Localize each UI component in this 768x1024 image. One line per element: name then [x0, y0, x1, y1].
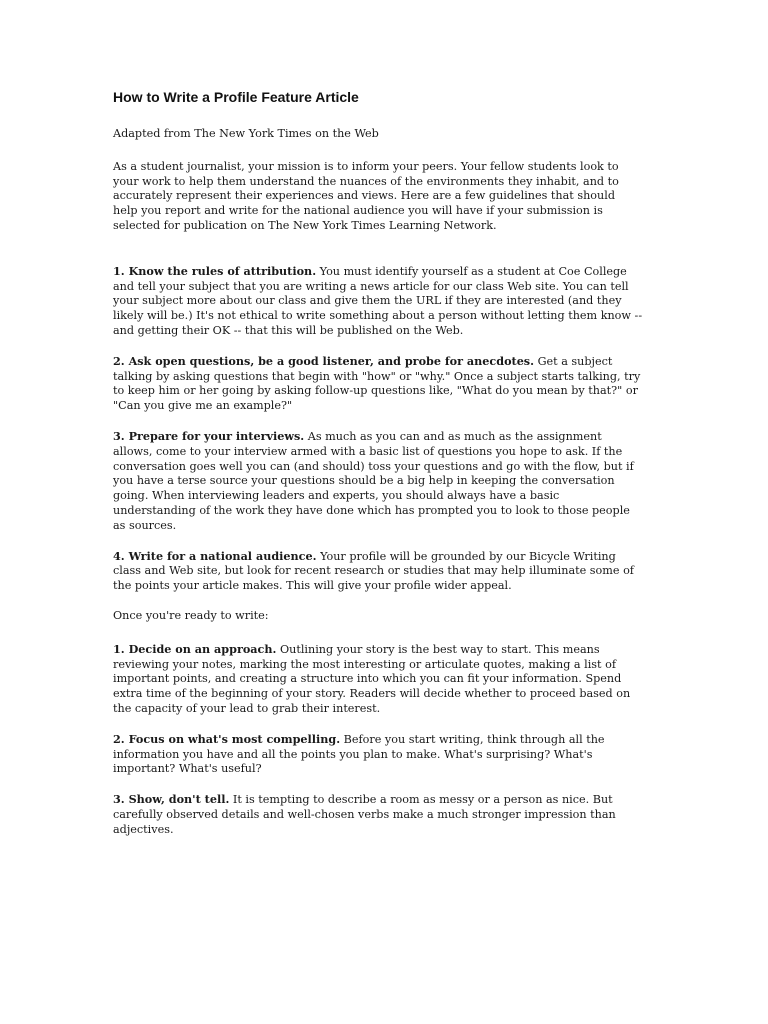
guideline-compelling — [113, 732, 643, 777]
guideline-heading: 3. Prepare for your interviews. — [113, 428, 305, 443]
guideline-prepare-interviews — [113, 429, 643, 534]
guideline-heading: 4. Write for a national audience. — [113, 548, 317, 563]
guideline-attribution — [113, 264, 643, 339]
guideline-heading: 1. Decide on an approach. — [113, 641, 277, 656]
guideline-show-dont-tell — [113, 792, 643, 837]
guideline-body: As much as you can and as much as the assignment allows, come to your interview armed with a basic list of questions you hope to ask. If the conversation goes well you can (and should) toss your questions and go with the flow, but if you have a terse source your questions should be a big help in keeping the conversation going. When interviewing leaders and experts, you should always have a basic understanding of the work they have done which has prompted you to look to those people as sources. — [113, 429, 634, 532]
writing-guidelines — [113, 642, 643, 838]
ready-to-write-text: Once you're ready to write: — [113, 608, 269, 622]
guideline-body: Outlining your story is the best way to start. This means reviewing your notes, marking the most interesting or articulate quotes, making a list of important points, and creating a structure into which you can fit your information. Spend extra time of the beginning of your story. Readers will decide whether to proceed based on the capacity of your lead to grab their interest. — [113, 642, 631, 715]
document-title: How to Write a Profile Feature Article — [113, 89, 359, 105]
guideline-open-questions — [113, 354, 643, 414]
guideline-national-audience — [113, 549, 643, 594]
guideline-heading: 3. Show, don't tell. — [113, 792, 230, 807]
source-attribution: Adapted from The New York Times on the Web — [113, 127, 379, 140]
guideline-body: You must identify yourself as a student at Coe College and tell your subject that you are writing a news article for our class Web site. You can tell your subject more about our class and give them the URL if they are interested (and they likely will be.) It's not ethical to write something about a person without letting them know -- and getting their OK -- that this will be published on the Web. — [113, 264, 643, 337]
guideline-heading: 1. Know the rules of attribution. — [113, 263, 317, 278]
intro-paragraph: As a student journalist, your mission is to inform your peers. Your fellow students look to your work to help them understand the nuances of the environments they inhabit, and to accurately represent their experiences and views. Here are a few guidelines that should help you report and write for the national audience you will have if your submission is selected for publication on The New York Times Learning Network. — [113, 159, 619, 232]
reporting-guidelines — [113, 264, 643, 594]
guideline-body: Your profile will be grounded by our Bicycle Writing class and Web site, but look for recent research or studies that may help illuminate some of the points your article makes. This will give your profile wider appeal. — [113, 549, 634, 593]
guideline-heading: 2. Ask open questions, be a good listener, and probe for anecdotes. — [113, 353, 535, 368]
guideline-heading: 2. Focus on what's most compelling. — [113, 731, 341, 746]
guideline-approach — [113, 642, 643, 717]
document-page — [113, 88, 643, 852]
guideline-body: Before you start writing, think through all the information you have and all the points you plan to make. What's surprising? What's important? What's useful? — [113, 732, 605, 776]
guideline-body: It is tempting to describe a room as messy or a person as nice. But carefully observed details and well-chosen verbs make a much stronger impression than adjectives. — [113, 793, 616, 836]
guideline-body: Get a subject talking by asking questions that begin with "how" or "why." Once a subject starts talking, try to keep him or her going by asking follow-up questions like, "What do you mean by that?" or "Can you give me an example?" — [113, 354, 641, 413]
